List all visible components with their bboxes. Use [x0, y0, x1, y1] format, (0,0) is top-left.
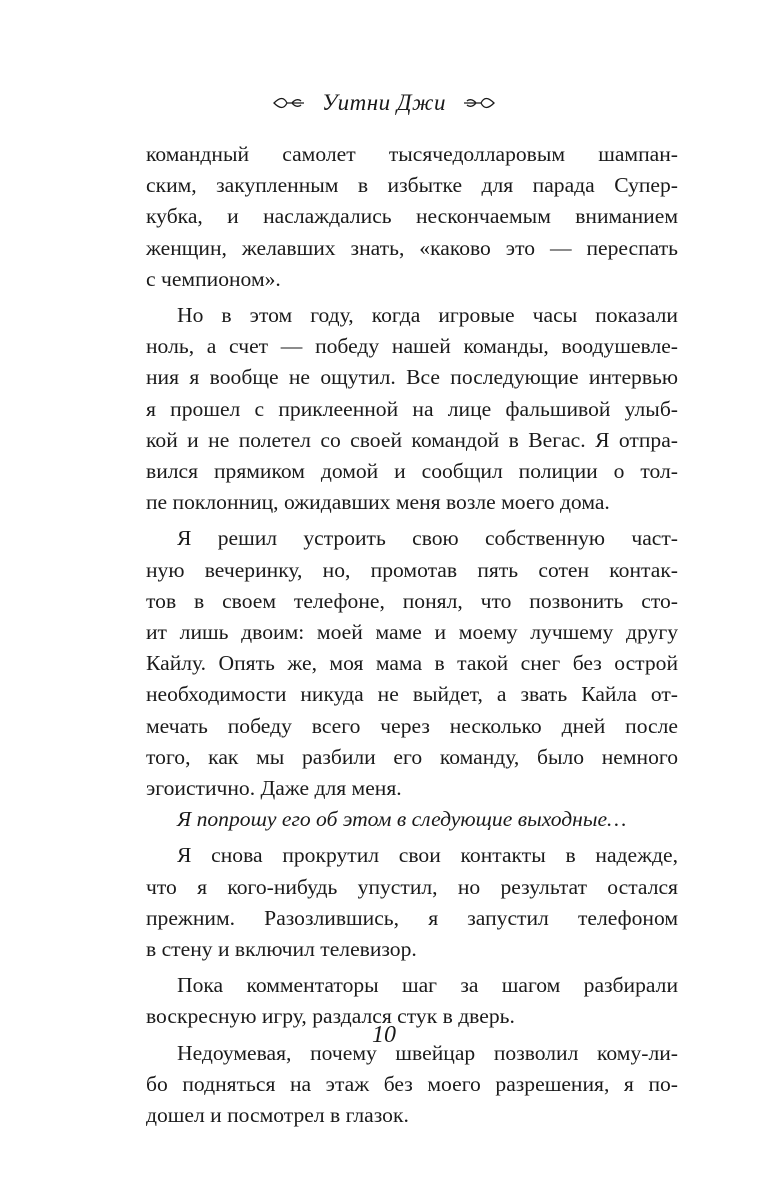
fleuron-right-icon — [462, 96, 496, 110]
italic-thought: Я попрошу его об этом в следующие выходные… — [177, 807, 627, 832]
paragraph-line: дошел и посмотрел в глазок. — [146, 1103, 409, 1128]
paragraph-line: женщин, желавших знать, «каково это — переспать — [146, 235, 678, 260]
paragraph-line: я прошел с приклеенной на лице фальшивой улыб- — [146, 396, 678, 421]
paragraph-line: что я кого-нибудь упустил, но результат остался — [146, 874, 678, 899]
paragraph-line: вился прямиком домой и сообщил полиции о тол- — [146, 459, 678, 484]
paragraph: Я решил устроить свою собственную част- — [177, 526, 678, 551]
paragraph-line: воскресную игру, раздался стук в дверь. — [146, 1004, 515, 1029]
author-name: Уитни Джи — [322, 90, 446, 115]
paragraph-line: ит лишь двоим: моей маме и моему лучшему другу — [146, 620, 678, 645]
fleuron-left-icon — [272, 96, 306, 110]
paragraph-line: эгоистично. Даже для меня. — [146, 776, 402, 801]
paragraph-line: с чемпионом». — [146, 266, 281, 291]
paragraph-line: того, как мы разбили его команду, было немного — [146, 744, 678, 769]
paragraph-line: мечать победу всего через несколько дней после — [146, 713, 678, 738]
paragraph-line: прежним. Разозлившись, я запустил телефоном — [146, 905, 678, 930]
paragraph-line: ную вечеринку, но, промотав пять сотен контак- — [146, 557, 678, 582]
paragraph-line: необходимости никуда не выйдет, а звать Кайла от- — [146, 682, 678, 707]
paragraph: Но в этом году, когда игровые часы показали — [177, 303, 678, 328]
paragraph-line: бо подняться на этаж без моего разрешения, я по- — [146, 1071, 678, 1096]
paragraph-line: в стену и включил телевизор. — [146, 937, 417, 962]
paragraph-line: ноль, а счет — победу нашей команды, воодушевле- — [146, 334, 678, 359]
paragraph-line: кой и не полетел со своей командой в Вегас. Я отпра- — [146, 427, 678, 452]
paragraph: Пока комментаторы шаг за шагом разбирали — [177, 973, 678, 998]
paragraph-line: ния я вообще не ощутил. Все последующие интервью — [146, 365, 678, 390]
paragraph: командный самолет тысячедолларовым шампан- — [146, 142, 678, 166]
running-head — [0, 90, 768, 116]
paragraph-line: пе поклонниц, ожидавших меня возле моего дома. — [146, 490, 610, 515]
body-text — [146, 139, 678, 1131]
paragraph-line: ским, закупленным в избытке для парада Супер- — [146, 173, 678, 198]
page-number: 10 — [372, 1022, 396, 1048]
paragraph-line: кубка, и наслаждались нескончаемым вниманием — [146, 204, 678, 229]
paragraph: Недоумевая, почему швейцар позволил кому-ли- — [177, 1040, 678, 1065]
paragraph-line: Кайлу. Опять же, моя мама в такой снег без острой — [146, 651, 678, 676]
paragraph: Я снова прокрутил свои контакты в надежде, — [177, 843, 678, 868]
paragraph-line: тов в своем телефоне, понял, что позвонить сто- — [146, 588, 678, 613]
